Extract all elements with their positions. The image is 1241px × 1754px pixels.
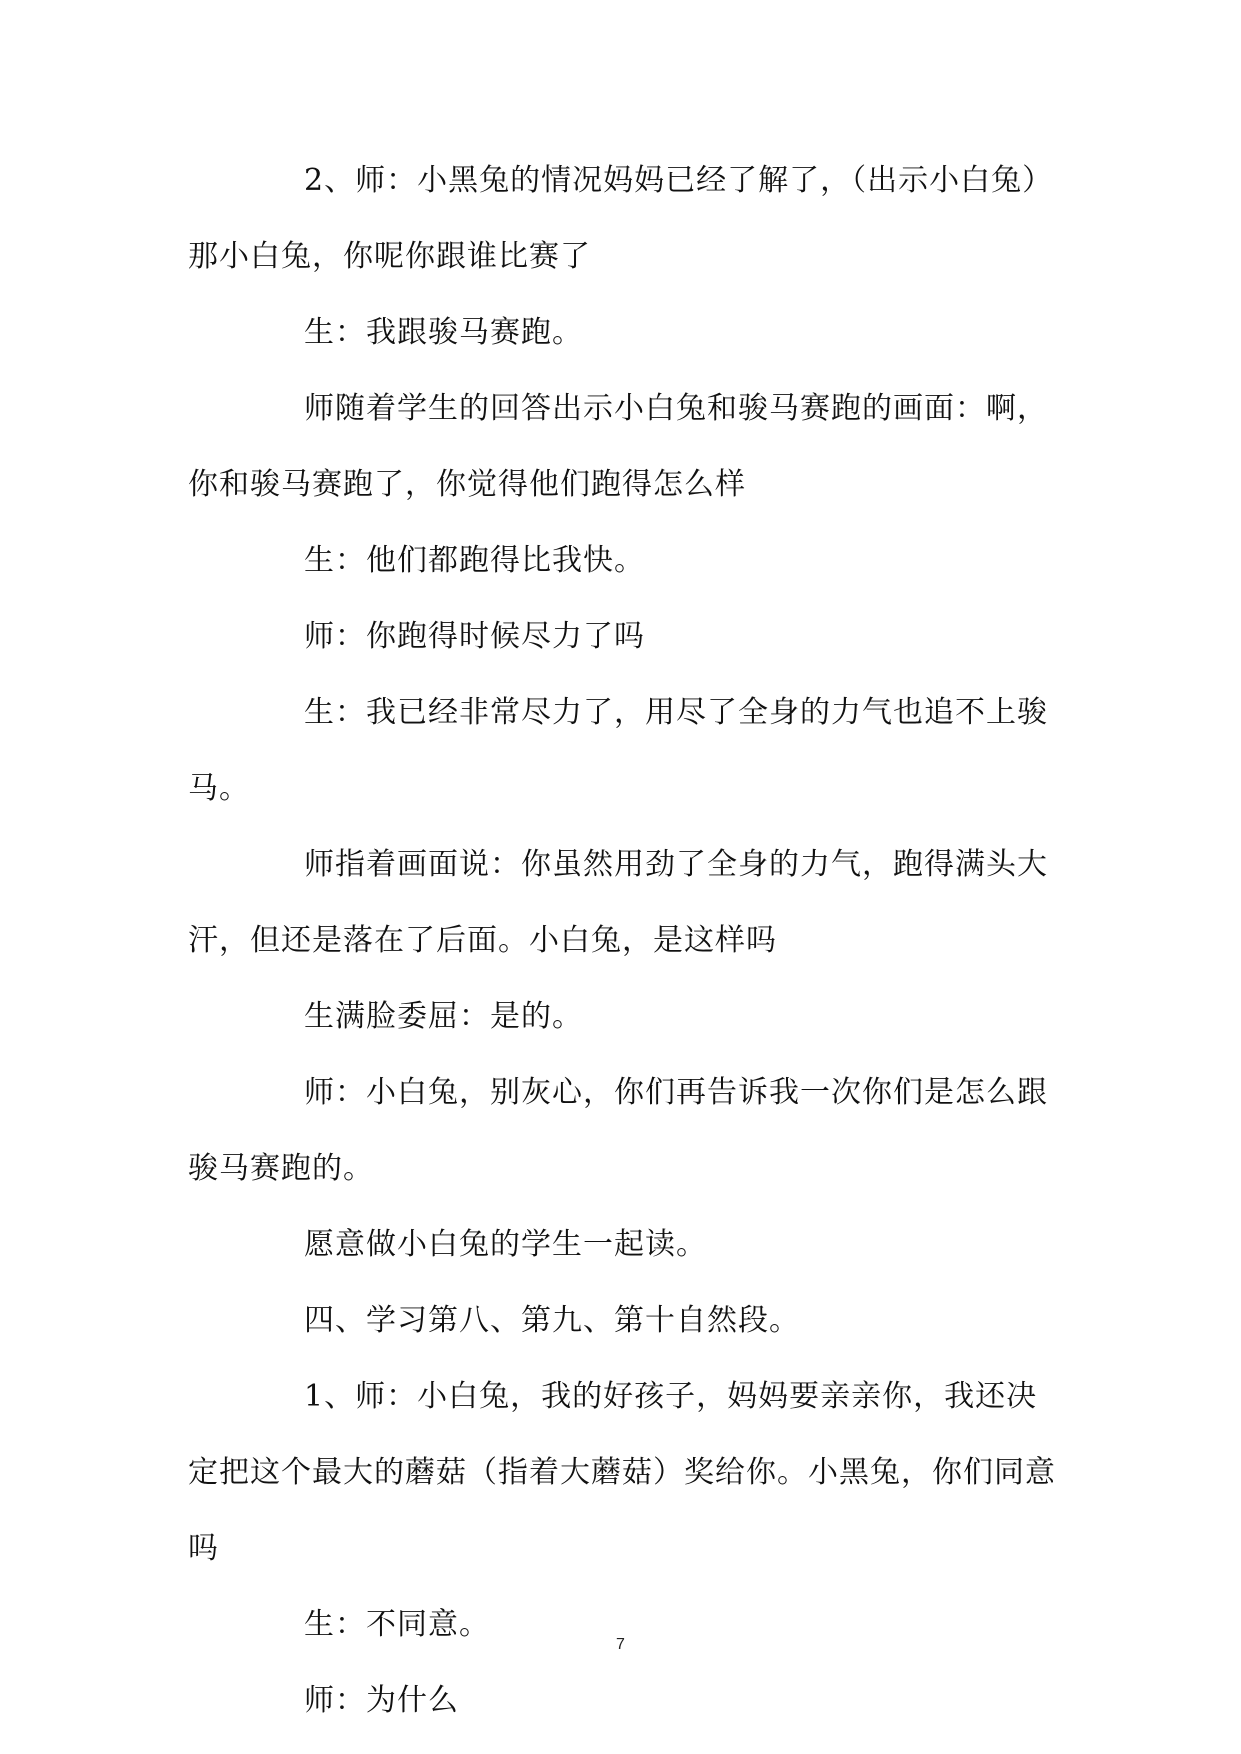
paragraph: 生：我已经非常尽力了，用尽了全身的力气也追不上骏马。 xyxy=(188,695,1048,806)
paragraph: 师：你跑得时候尽力了吗 xyxy=(304,619,645,654)
paragraph: 师随着学生的回答出示小白兔和骏马赛跑的画面：啊，你和骏马赛跑了，你觉得他们跑得怎么样 xyxy=(188,391,1048,502)
document-body xyxy=(188,143,1058,1739)
paragraph: 生满脸委屈：是的。 xyxy=(304,999,583,1034)
paragraph: 1、师：小白兔，我的好孩子，妈妈要亲亲你，我还决定把这个最大的蘑菇（指着大蘑菇）奖给你。小黑兔，你们同意吗 xyxy=(188,1379,1056,1566)
section-heading: 四、学习第八、第九、第十自然段。 xyxy=(304,1303,800,1338)
page-number: 7 xyxy=(616,1636,625,1653)
paragraph: 师：为什么 xyxy=(304,1683,459,1718)
paragraph: 生：不同意。 xyxy=(304,1607,490,1642)
paragraph: 生：我跟骏马赛跑。 xyxy=(304,315,583,350)
paragraph: 师指着画面说：你虽然用劲了全身的力气，跑得满头大汗，但还是落在了后面。小白兔，是这样吗 xyxy=(188,847,1048,958)
paragraph: 愿意做小白兔的学生一起读。 xyxy=(304,1227,707,1262)
paragraph: 师：小白兔，别灰心，你们再告诉我一次你们是怎么跟骏马赛跑的。 xyxy=(188,1075,1048,1186)
paragraph: 生：他们都跑得比我快。 xyxy=(304,543,645,578)
paragraph: 2、师：小黑兔的情况妈妈已经了解了，（出示小白兔）那小白兔，你呢你跟谁比赛了 xyxy=(188,163,1054,274)
